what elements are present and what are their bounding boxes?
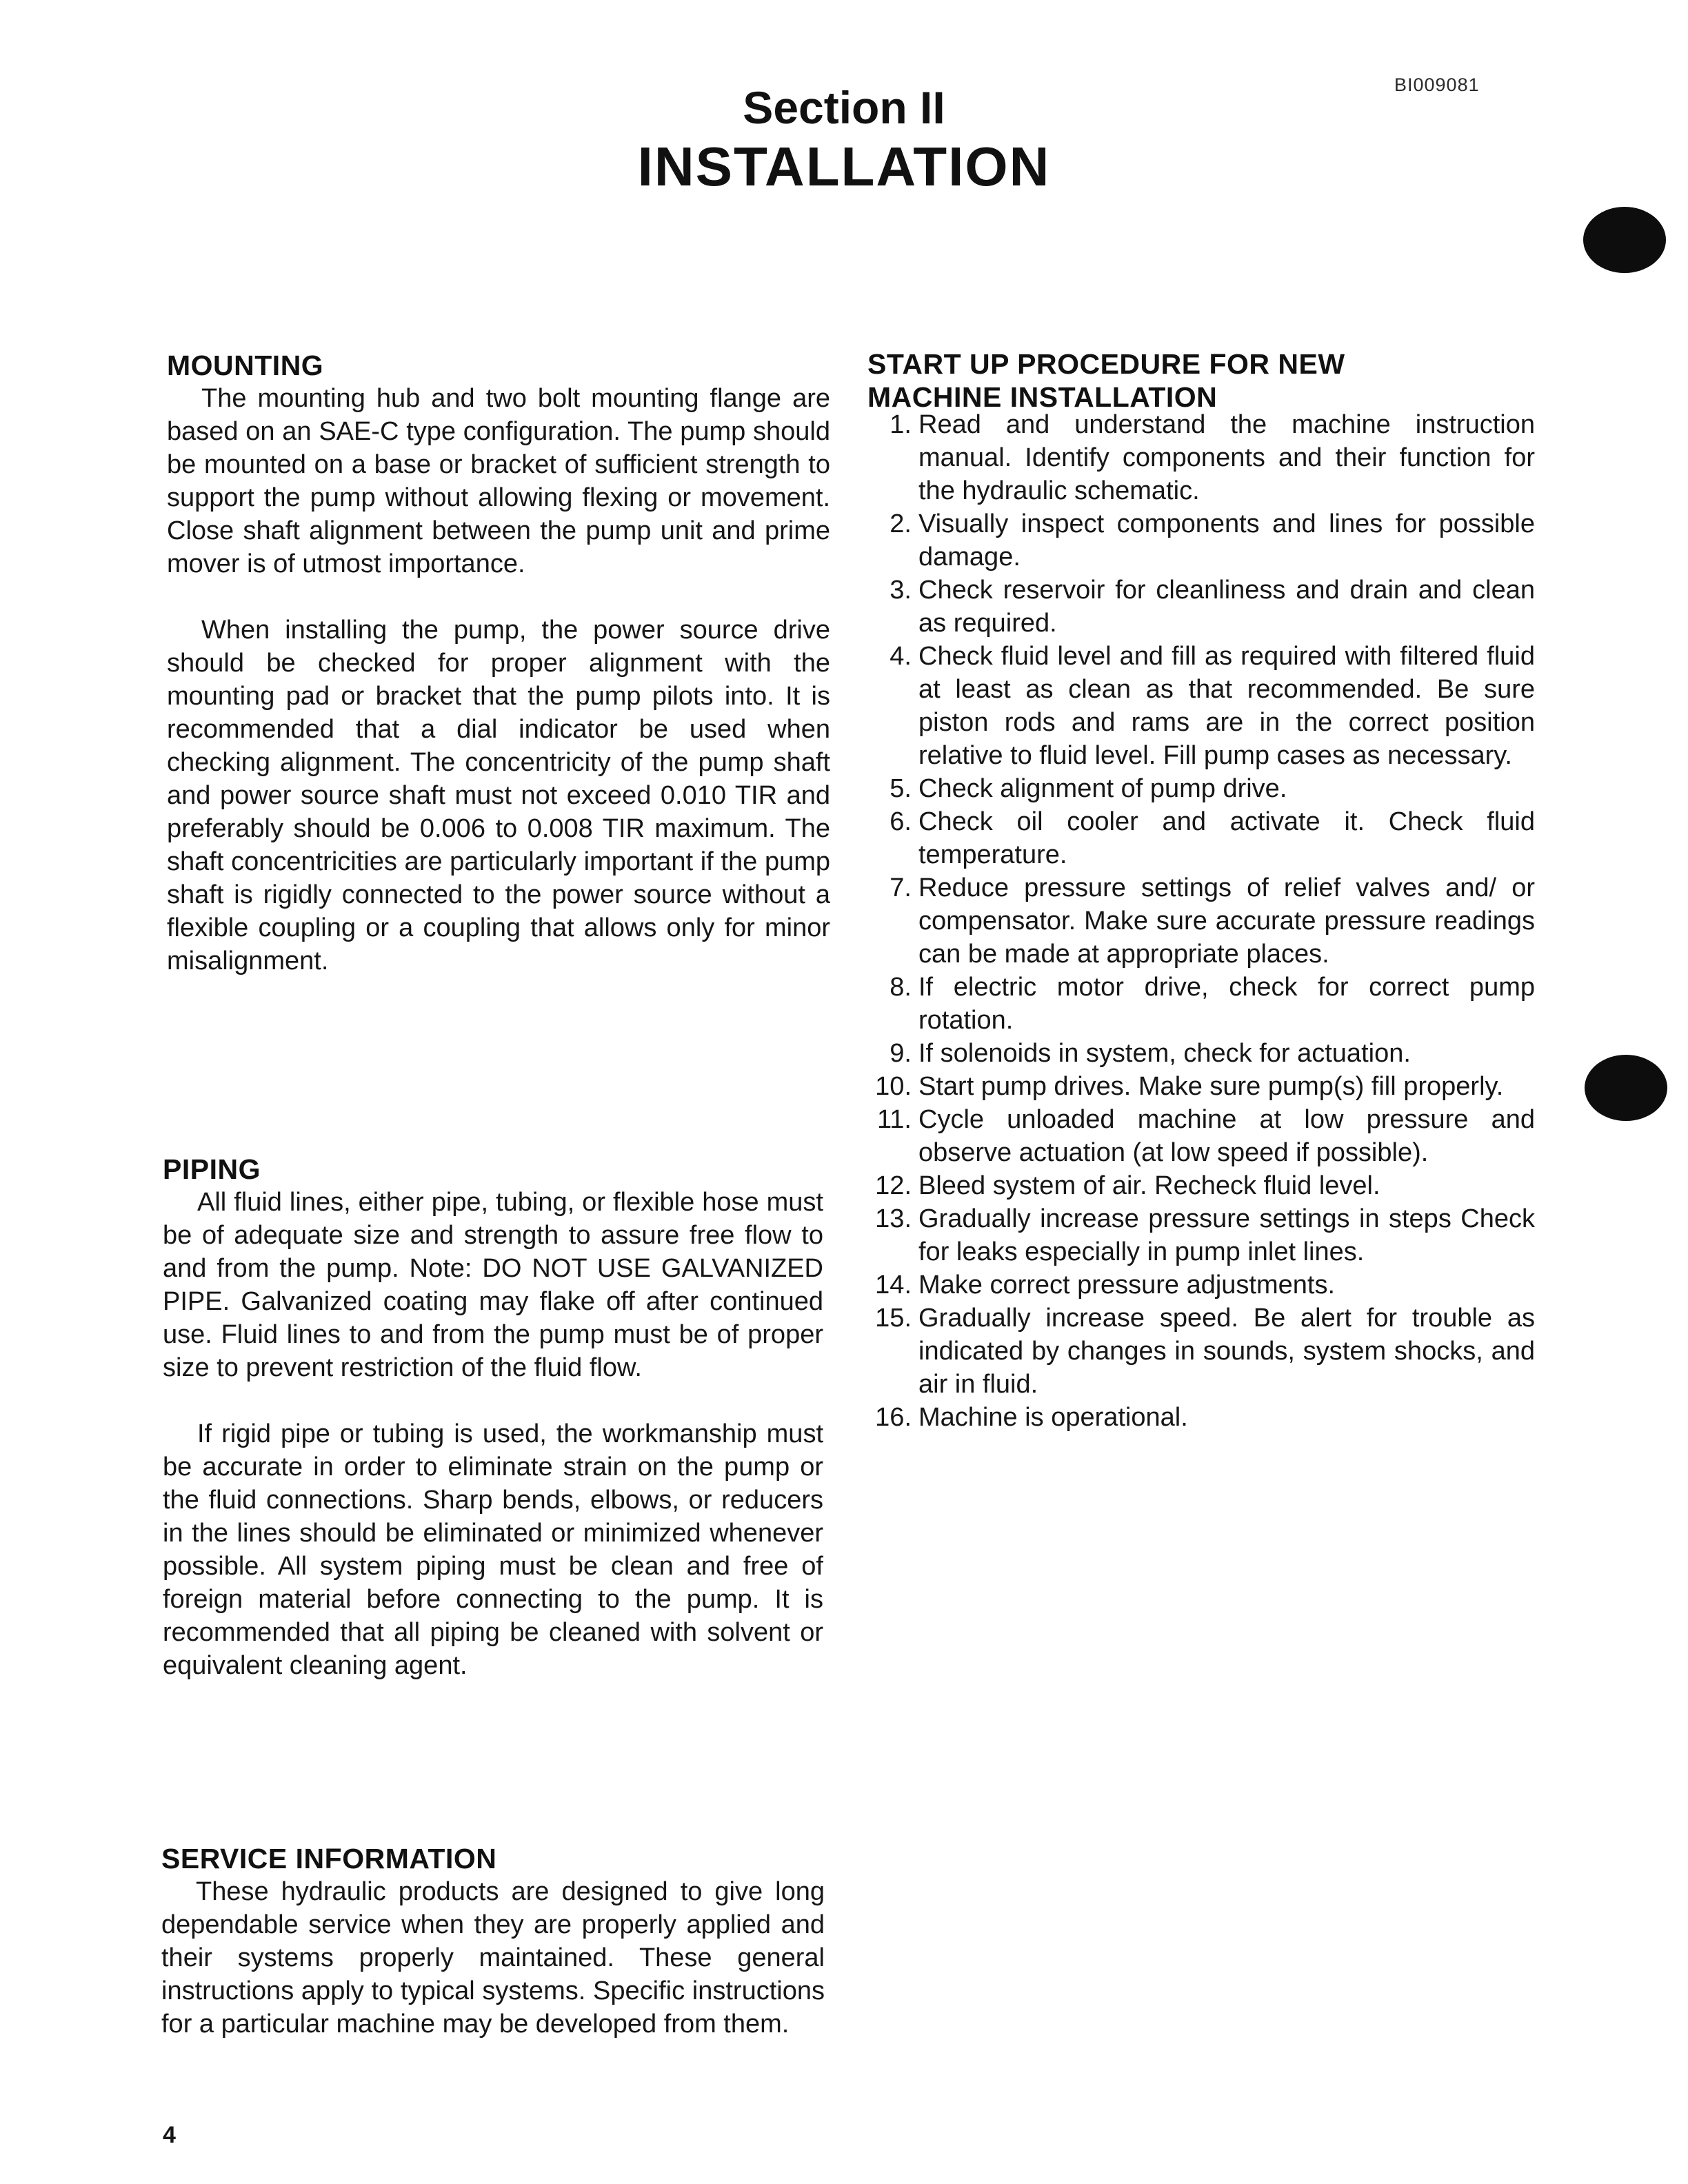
startup-step-14 [866, 1268, 1535, 1302]
startup-steps-list [866, 408, 1535, 1434]
step-text: Visually inspect components and lines for possible damage. [918, 509, 1535, 572]
step-number: 7. [890, 873, 912, 902]
step-number: 3. [890, 576, 912, 605]
startup-step-15 [866, 1302, 1535, 1401]
step-number: 1. [890, 410, 912, 439]
piping-paragraph-1: All fluid lines, either pipe, tubing, or flexible hose must be of adequate size and strength to assure free flow to and from the pump. Note: DO NOT USE GALVANIZED PIPE. Galvanized coating may flake off after continued use. Fluid lines to and from the pump must be of proper size to prevent restriction of the fluid flow. [163, 1188, 823, 1382]
binder-hole-mark-top [1583, 207, 1666, 273]
startup-step-5 [866, 772, 1535, 805]
step-text: Start pump drives. Make sure pump(s) fill properly. [918, 1072, 1504, 1101]
startup-step-8 [866, 971, 1535, 1037]
startup-step-7 [866, 871, 1535, 971]
piping-heading: PIPING [163, 1153, 261, 1185]
mounting-paragraph-1: The mounting hub and two bolt mounting flange are based on an SAE-C type configuration. The pump should be mounted on a base or bracket of sufficient strength to support the pump without allowing flexing or movement. Close shaft alignment between the pump unit and prime mover is of utmost importance. [167, 384, 830, 578]
step-number: 9. [890, 1039, 912, 1068]
step-text: Gradually increase pressure settings in steps Check for leaks especially in pump inlet lines. [918, 1204, 1535, 1266]
startup-step-2 [866, 507, 1535, 574]
step-text: Check oil cooler and activate it. Check fluid temperature. [918, 807, 1535, 869]
startup-step-10 [866, 1070, 1535, 1103]
step-text: Read and understand the machine instruction manual. Identify components and their function for the hydraulic schematic. [918, 410, 1535, 505]
step-text: Check alignment of pump drive. [918, 774, 1287, 803]
step-number: 16. [875, 1403, 912, 1432]
startup-step-16 [866, 1401, 1535, 1434]
step-number: 10. [875, 1072, 912, 1101]
section-title: INSTALLATION [637, 136, 1051, 197]
step-text: Machine is operational. [918, 1403, 1188, 1432]
startup-step-9 [866, 1037, 1535, 1070]
startup-step-13 [866, 1202, 1535, 1268]
step-number: 2. [890, 509, 912, 538]
step-number: 15. [875, 1304, 912, 1333]
step-number: 11. [876, 1105, 912, 1134]
binder-hole-mark-bottom [1585, 1055, 1667, 1121]
startup-step-12 [866, 1169, 1535, 1202]
step-number: 13. [875, 1204, 912, 1233]
section-number: Section II [743, 82, 945, 133]
piping-paragraph-2: If rigid pipe or tubing is used, the workmanship must be accurate in order to eliminate strain on the pump or the fluid connections. Sharp bends, elbows, or reducers in the lines should be eliminated or minimized whenever possible. All system piping must be clean and free of foreign material before connecting to the pump. It is recommended that all piping be cleaned with solvent or equivalent cleaning agent. [163, 1419, 823, 1680]
step-number: 14. [875, 1271, 912, 1300]
step-text: If electric motor drive, check for correct pump rotation. [918, 973, 1535, 1035]
service-heading: SERVICE INFORMATION [161, 1843, 497, 1874]
step-text: Gradually increase speed. Be alert for trouble as indicated by changes in sounds, system shocks, and air in fluid. [918, 1304, 1535, 1399]
step-number: 12. [875, 1171, 912, 1200]
mounting-paragraph-2: When installing the pump, the power source drive should be checked for proper alignment with the mounting pad or bracket that the pump pilots into. It is recommended that a dial indicator be used when checking alignment. The concentricity of the pump shaft and power source shaft must not exceed 0.010 TIR and preferably should be 0.006 to 0.008 TIR maximum. The shaft concentricities are particularly important if the pump shaft is rigidly connected to the power source without a flexible coupling or a coupling that allows only for minor misalignment. [167, 616, 830, 975]
step-text: Reduce pressure settings of relief valves and/ or compensator. Make sure accurate pressure readings can be made at appropriate places. [918, 873, 1535, 969]
step-text: Check reservoir for cleanliness and drain and clean as required. [918, 576, 1535, 638]
startup-heading-line-2: MACHINE INSTALLATION [867, 381, 1218, 413]
step-text: Cycle unloaded machine at low pressure and observe actuation (at low speed if possible). [918, 1105, 1535, 1167]
mounting-heading: MOUNTING [167, 350, 324, 381]
startup-heading-line-1: START UP PROCEDURE FOR NEW [867, 348, 1345, 380]
step-number: 5. [890, 774, 912, 803]
service-paragraph: These hydraulic products are designed to give long dependable service when they are properly applied and their systems properly maintained. These general instructions apply to typical systems. Specific instructions for a particular machine may be developed from them. [161, 1877, 825, 2039]
startup-step-1 [866, 408, 1535, 507]
startup-step-11 [866, 1103, 1535, 1169]
page-number: 4 [163, 2122, 176, 2148]
step-number: 4. [890, 642, 912, 671]
step-text: Bleed system of air. Recheck fluid level. [918, 1171, 1380, 1200]
step-text: Make correct pressure adjustments. [918, 1271, 1336, 1300]
step-text: Check fluid level and fill as required with filtered fluid at least as clean as that recommended. Be sure piston rods and rams are in the correct position relative to fluid level. Fill pump cases as necessary. [918, 642, 1535, 770]
document-id: BI009081 [1394, 74, 1480, 95]
startup-step-6 [866, 805, 1535, 871]
step-number: 6. [890, 807, 912, 836]
startup-step-4 [866, 640, 1535, 772]
step-number: 8. [890, 973, 912, 1002]
startup-step-3 [866, 574, 1535, 640]
step-text: If solenoids in system, check for actuation. [918, 1039, 1411, 1068]
